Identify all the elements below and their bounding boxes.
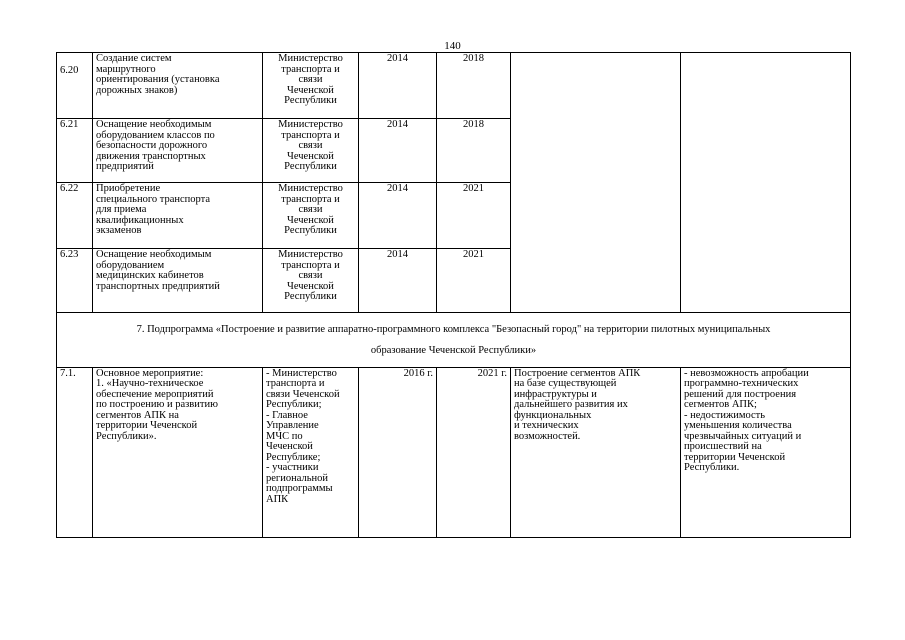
section-title-line1: 7. Подпрограмма «Построение и развитие аппаратно-программного комплекса "Безопасный город" на территории пилотных муниципальных (136, 323, 771, 335)
section-header-row (57, 313, 851, 368)
measure-name: Создание систем маршрутного ориентирования (установка дорожных знаков) (93, 53, 263, 119)
executor: Министерство транспорта и связи Чеченской Республики (263, 249, 359, 313)
executor: Министерство транспорта и связи Чеченской Республики (263, 119, 359, 183)
row-number: 6.20 (57, 53, 93, 119)
row-number: 6.23 (57, 249, 93, 313)
executor: - Министерство транспорта и связи Чеченской Республики; - Главное Управление МЧС по Чеченской Республике; - участники региональной подпрограммы АПК (263, 367, 359, 537)
start-year: 2014 (359, 53, 437, 119)
measure-name: Оснащение необходимым оборудованием классов по безопасности дорожного движения транспортных предприятий (93, 119, 263, 183)
measure-name: Приобретение специального транспорта для приема квалификационных экзаменов (93, 183, 263, 249)
end-year: 2021 г. (437, 367, 511, 537)
end-year: 2018 (437, 53, 511, 119)
executor: Министерство транспорта и связи Чеченской Республики (263, 183, 359, 249)
page-number: 140 (444, 40, 461, 52)
measure-name: Основное мероприятие: 1. «Научно-техническое обеспечение мероприятий по построению и развитию сегментов АПК на территории Чеченской Республики». (93, 367, 263, 537)
end-year: 2021 (437, 183, 511, 249)
table-row (57, 53, 851, 119)
expected-result-empty (511, 53, 681, 313)
end-year: 2021 (437, 249, 511, 313)
start-year: 2014 (359, 183, 437, 249)
consequences-empty (681, 53, 851, 313)
end-year: 2018 (437, 119, 511, 183)
start-year: 2014 (359, 249, 437, 313)
section-title-line2: образование Чеченской Республики» (370, 344, 537, 356)
row-number: 6.21 (57, 119, 93, 183)
measures-table (56, 52, 851, 538)
expected-result: Построение сегментов АПК на базе существующей инфраструктуры и дальнейшего развития их функциональных и технических возможностей. (511, 367, 681, 537)
table-row (57, 367, 851, 537)
start-year: 2014 (359, 119, 437, 183)
measure-name: Оснащение необходимым оборудованием медицинских кабинетов транспортных предприятий (93, 249, 263, 313)
executor: Министерство транспорта и связи Чеченской Республики (263, 53, 359, 119)
start-year: 2016 г. (359, 367, 437, 537)
consequences: - невозможность апробации программно-технических решений для построения сегментов АПК; - недостижимость уменьшения количества чрезвычайных ситуаций и происшествий на территории Чеченской Республики. (681, 367, 851, 537)
row-number: 6.22 (57, 183, 93, 249)
row-number: 7.1. (57, 367, 93, 537)
section-title (57, 313, 851, 368)
